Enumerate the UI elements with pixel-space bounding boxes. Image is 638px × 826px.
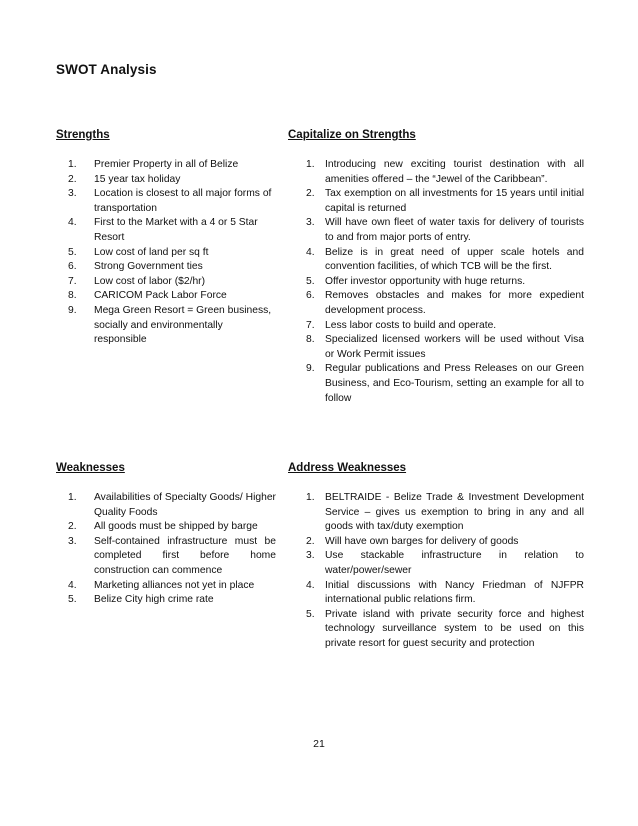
- list-item: [288, 608, 584, 652]
- list-item-text: Belize is in great need of upper scale hotels and convention facilities, of which TCB will be the first.: [325, 246, 584, 273]
- list-item-number: 2.: [68, 521, 77, 533]
- list-item-text: CARICOM Pack Labor Force: [94, 290, 227, 302]
- list-item-text: Premier Property in all of Belize: [94, 159, 239, 170]
- list-item: [288, 319, 584, 334]
- address-list: [288, 491, 584, 652]
- weaknesses-list: [56, 491, 276, 608]
- list-item-number: 7.: [306, 319, 315, 331]
- list-item-text: All goods must be shipped by barge: [94, 521, 258, 533]
- list-item-text: Less labor costs to build and operate.: [325, 319, 497, 331]
- list-item-number: 3.: [306, 550, 315, 562]
- list-item-text: Use stackable infrastructure in relation to water/power/sewer: [325, 550, 584, 576]
- document-title: SWOT Analysis: [56, 62, 157, 77]
- list-item: [288, 491, 584, 535]
- list-item: [56, 216, 276, 245]
- list-item-number: 4.: [68, 579, 77, 591]
- list-item-text: Marketing alliances not yet in place: [94, 579, 255, 591]
- list-item-number: 1.: [306, 492, 315, 503]
- list-item-text: Mega Green Resort = Green business, socially and environmentally responsible: [94, 304, 272, 346]
- list-item: [288, 275, 584, 290]
- list-item-number: 3.: [68, 535, 77, 547]
- list-item: [56, 520, 276, 535]
- list-item: [288, 362, 584, 406]
- list-item: [288, 549, 584, 578]
- list-item-number: 3.: [68, 188, 77, 200]
- list-item: [288, 289, 584, 318]
- list-item-number: 5.: [306, 608, 315, 620]
- list-item-number: 7.: [68, 275, 77, 287]
- strengths-list: [56, 158, 276, 348]
- list-item-text: Private island with private security force and highest technology surveillance system to be used on this private resort for guest security and protection: [325, 608, 584, 649]
- list-item-number: 2.: [306, 535, 315, 547]
- list-item-text: Offer investor opportunity with huge returns.: [325, 275, 526, 287]
- list-item-text: Will have own barges for delivery of goods: [325, 535, 519, 547]
- list-item: [56, 579, 276, 594]
- list-item-text: Availabilities of Specialty Goods/ Higher Quality Foods: [94, 492, 276, 518]
- list-item-text: Specialized licensed workers will be used without Visa or Work Permit issues: [325, 334, 584, 360]
- list-item-number: 3.: [306, 217, 315, 229]
- list-item-text: Will have own fleet of water taxis for delivery of tourists to and from major ports of entry.: [325, 217, 584, 243]
- address-section: [288, 461, 584, 652]
- list-item-number: 1.: [306, 159, 315, 170]
- list-item: [56, 246, 276, 261]
- list-item: [56, 275, 276, 290]
- list-item-text: Tax exemption on all investments for 15 years until initial capital is returned: [325, 188, 584, 214]
- list-item-text: First to the Market with a 4 or 5 Star Resort: [94, 217, 258, 243]
- list-item: [288, 333, 584, 362]
- list-item: [56, 593, 276, 608]
- list-item: [56, 187, 276, 216]
- list-item: [56, 535, 276, 579]
- list-item-number: 8.: [306, 334, 315, 346]
- weaknesses-section: [56, 461, 276, 608]
- list-item-text: Removes obstacles and makes for more expedient development process.: [325, 290, 584, 316]
- list-item: [56, 304, 276, 348]
- list-item-text: Regular publications and Press Releases on our Green Business, and Eco-Tourism, setting an example for all to follow: [325, 363, 584, 404]
- list-item-number: 9.: [306, 363, 315, 375]
- list-item: [56, 289, 276, 304]
- capitalize-heading: Capitalize on Strengths: [288, 129, 416, 141]
- page-number: 21: [313, 738, 325, 750]
- list-item-text: Low cost of labor ($2/hr): [94, 275, 206, 287]
- address-heading: Address Weaknesses: [288, 462, 407, 474]
- capitalize-list: [288, 158, 584, 406]
- strengths-heading: Strengths: [56, 129, 110, 141]
- list-item-text: BELTRAIDE - Belize Trade & Investment Development Service – gives us exemption to bring in any and all goods with tax/duty exemption: [325, 492, 584, 533]
- list-item-text: Location is closest to all major forms of transportation: [94, 188, 272, 214]
- list-item-number: 4.: [306, 246, 315, 258]
- list-item: [56, 491, 276, 520]
- list-item-number: 2.: [68, 173, 77, 185]
- strengths-section: [56, 128, 276, 348]
- list-item-number: 5.: [306, 275, 315, 287]
- list-item-number: 5.: [68, 594, 77, 606]
- list-item-text: Initial discussions with Nancy Friedman of NJFPR international public relations firm.: [325, 579, 584, 606]
- list-item-text: 15 year tax holiday: [94, 173, 181, 185]
- list-item: [288, 158, 584, 187]
- list-item: [56, 173, 276, 188]
- list-item-number: 5.: [68, 246, 77, 258]
- capitalize-section: [288, 128, 584, 406]
- list-item-text: Strong Government ties: [94, 261, 203, 273]
- list-item: [56, 158, 276, 173]
- list-item-text: Low cost of land per sq ft: [94, 246, 209, 258]
- list-item-number: 6.: [306, 290, 315, 302]
- list-item-number: 9.: [68, 304, 77, 316]
- list-item-text: Self-contained infrastructure must be completed first before home construction can commence: [94, 535, 276, 576]
- list-item-number: 4.: [68, 217, 77, 229]
- list-item: [288, 535, 584, 550]
- list-item-number: 8.: [68, 290, 77, 302]
- list-item: [288, 187, 584, 216]
- list-item-text: Belize City high crime rate: [94, 594, 214, 606]
- list-item: [288, 246, 584, 275]
- list-item-number: 4.: [306, 579, 315, 591]
- list-item: [56, 260, 276, 275]
- list-item-text: Introducing new exciting tourist destination with all amenities offered – the “Jewel of the Caribbean”.: [325, 159, 584, 185]
- list-item-number: 6.: [68, 261, 77, 273]
- list-item: [288, 216, 584, 245]
- list-item-number: 2.: [306, 188, 315, 200]
- list-item-number: 1.: [68, 159, 77, 170]
- list-item: [288, 579, 584, 608]
- weaknesses-heading: Weaknesses: [56, 462, 125, 474]
- list-item-number: 1.: [68, 492, 77, 503]
